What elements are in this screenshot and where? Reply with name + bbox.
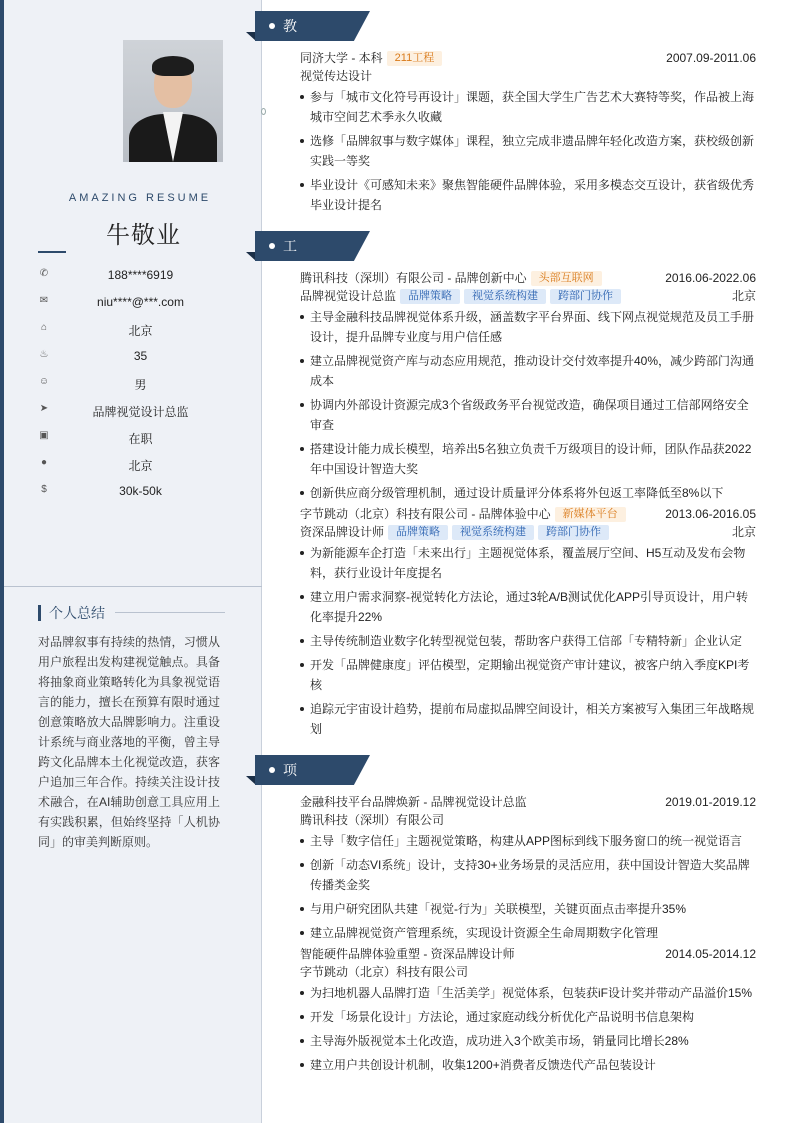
home-icon: ⌂ [40,322,48,333]
contact-info-list [38,262,243,505]
school-name: 同济大学 - 本科 [300,51,383,65]
bullet-item: 建立品牌视觉资产管理系统，实现设计资源全生命周期数字化管理 [300,923,756,943]
section-title: 教育经历 [283,18,298,124]
section-title: 项目经历 [283,762,298,868]
bullet-item: 搭建设计能力成长模型，培养出5名独立负责千万级项目的设计师，团队作品获2022年中国设计智造大奖 [300,439,756,479]
company-name: 字节跳动（北京）科技有限公司 - 品牌体验中心 [300,507,551,521]
bullet-item: 参与「城市文化符号再设计」课题，获全国大学生广告艺术大赛特等奖，作品被上海城市空间艺术季永久收藏 [300,87,756,127]
project-entry [300,945,756,1079]
bullet-item: 创新供应商分级管理机制，通过设计质量评分体系将外包返工率降低至8%以下 [300,483,756,503]
project-period: 2019.01-2019.12 [665,795,756,809]
job-bullets [300,307,756,503]
send-icon: ➤ [39,403,49,414]
project-entry [300,793,756,947]
company-tag: 头部互联网 [531,271,602,286]
bullet-item: 与用户研究团队共建「视觉-行为」关联模型，关键页面点击率提升35% [300,899,756,919]
school-tag: 211工程 [387,51,443,66]
info-value: 188****6919 [107,268,174,282]
skill-tag: 品牌策略 [400,289,460,304]
bullet-item: 主导海外版视觉本土化改造，成功进入3个欧美市场，销量同比增长28% [300,1031,756,1051]
work-entry [300,505,756,743]
info-row [38,316,243,343]
bullet-item: 为扫地机器人品牌打造「生活美学」视觉体系，包装获iF设计奖并带动产品溢价15% [300,983,756,1003]
candidate-name: 牛敬业 [106,222,181,249]
bullet-item: 建立用户需求洞察-视觉转化方法论，通过3轮A/B测试优化APP引导页设计，用户转化率提升22% [300,587,756,627]
education-bullets [300,87,756,215]
info-row [38,262,243,289]
job-city: 北京 [731,525,756,539]
summary-text: 对品牌叙事有持续的热情，习惯从用户旅程出发构建视觉触点。具备将抽象商业策略转化为具象视觉语言的能力，擅长在预算有限时通过创意策略放大品牌影响力。注重设计系统与商业落地的平衡，曾主导跨文化品牌本土化视觉改造，获客户追加三年合作。持续关注设计技术融合，在AI辅助创意工具应用上有实践积累，但始终坚持「人机协同」的审美判断原则。 [38,635,220,849]
info-row [38,397,243,424]
summary-title: 个人总结 [38,605,238,621]
project-period: 2014.05-2014.12 [665,947,756,961]
skill-tag: 跨部门协作 [550,289,621,304]
job-city: 北京 [731,289,756,303]
education-period: 2007.09-2011.06 [666,51,756,65]
profile-photo [123,40,223,162]
job-role: 资深品牌设计师 [300,525,385,539]
bullet-item: 协调内外部设计资源完成3个省级政务平台视觉改造，确保项目通过工信部网络安全审查 [300,395,756,435]
project-company: 腾讯科技（深圳）有限公司 [300,813,445,827]
info-row [38,289,243,316]
bullet-item: 为新能源车企打造「未来出行」主题视觉体系，覆盖展厅空间、H5互动及发布会物料，获行业设计年度提名 [300,543,756,583]
info-row [38,478,243,505]
education-entry [300,49,756,219]
summary-title-line [115,612,225,613]
phone-icon: ✆ [39,268,49,279]
bullet-item: 主导「数字信任」主题视觉策略，构建从APP图标到线下服务窗口的统一视觉语言 [300,831,756,851]
job-period: 2013.06-2016.05 [665,507,756,521]
bullet-item: 开发「场景化设计」方法论，通过家庭动线分析优化产品说明书信息架构 [300,1007,756,1027]
job-bullets [300,543,756,739]
info-value: 在职 [128,432,153,446]
info-value: 北京 [128,459,153,473]
project-name: 金融科技平台品牌焕新 - 品牌视觉设计总监 [300,795,527,809]
bullet-item: 创新「动态VI系统」设计，支持30+业务场景的灵活应用，获中国设计智造大奖品牌传播类金奖 [300,855,756,895]
bullet-item: 主导金融科技品牌视觉体系升级，涵盖数字平台界面、线下网点视觉规范及员工手册设计，提升品牌专业度与用户信任感 [300,307,756,347]
skill-tag: 品牌策略 [388,525,448,540]
info-value: 品牌视觉设计总监 [92,405,189,419]
salary-icon: $ [41,484,47,495]
project-company: 字节跳动（北京）科技有限公司 [300,965,469,979]
major: 视觉传达设计 [300,69,373,83]
job-role: 品牌视觉设计总监 [300,289,397,303]
email-icon: ✉ [39,295,49,306]
decorative-circle [261,108,266,115]
info-value: niu****@***.com [97,295,184,309]
bullet-item: 建立品牌视觉资产库与动态应用规范，推动设计交付效率提升40%，减少跨部门沟通成本 [300,351,756,391]
work-entry [300,269,756,507]
info-row [38,370,243,397]
info-row [38,451,243,478]
bullet-item: 主导传统制造业数字化转型视觉包装，帮助客户获得工信部「专精特新」企业认定 [300,631,756,651]
skill-tag: 视觉系统构建 [464,289,546,304]
info-value: 35 [133,349,148,363]
birthday-icon: ♨ [39,349,49,360]
bullet-item: 开发「品牌健康度」评估模型，定期输出视觉资产审计建议，被客户纳入季度KPI考核 [300,655,756,695]
company-name: 腾讯科技（深圳）有限公司 - 品牌创新中心 [300,271,527,285]
project-name: 智能硬件品牌体验重塑 - 资深品牌设计师 [300,947,515,961]
info-value: 北京 [128,324,153,338]
info-value: 30k-50k [119,484,162,498]
skill-tag: 视觉系统构建 [452,525,534,540]
company-tag: 新媒体平台 [555,507,626,522]
name-underline [38,251,66,253]
bullet-item: 选修「品牌叙事与数字媒体」课程，独立完成非遗品牌年轻化改造方案，获校级创新实践一等奖 [300,131,756,171]
sidebar-divider [4,586,262,587]
info-row [38,343,243,370]
sidebar-stripe [0,0,4,1123]
info-value: 男 [134,378,147,392]
project-bullets [300,983,756,1075]
briefcase-icon: ▣ [39,430,49,441]
bullet-item: 建立用户共创设计机制，收集1200+消费者反馈迭代产品包装设计 [300,1055,756,1075]
section-title: 工作经历 [283,238,298,344]
info-row [38,424,243,451]
sidebar [0,0,262,1123]
project-bullets [300,831,756,943]
gender-icon: ☺ [38,376,50,387]
bullet-item: 追踪元宇宙设计趋势，提前布局虚拟品牌空间设计，相关方案被写入集团三年战略规划 [300,699,756,739]
skill-tag: 跨部门协作 [538,525,609,540]
tagline: AMAZING RESUME [68,192,212,204]
bullet-item: 毕业设计《可感知未来》聚焦智能硬件品牌体验，采用多模态交互设计，获省级优秀毕业设计提名 [300,175,756,215]
job-period: 2016.06-2022.06 [665,271,756,285]
location-icon: ● [40,457,48,468]
